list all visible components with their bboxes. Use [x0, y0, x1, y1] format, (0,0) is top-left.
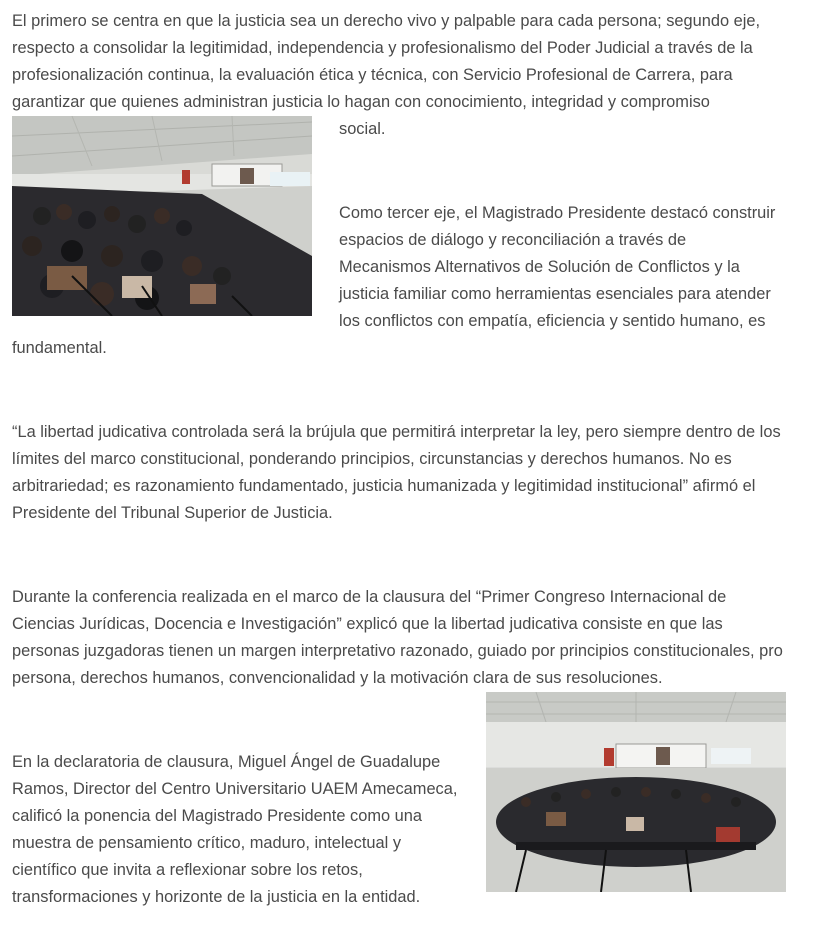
paragraph-third-axis: [12, 200, 792, 362]
paragraph-conference: Durante la conferencia realizada en el marco de la clausura del “Primer Congreso Internacional de Ciencias Jurídicas, Docencia e Investigación” explicó que la libertad judicativa consiste en que las personas juzgadoras tienen un margen interpretativo razonado, guiado por principios constitucionales, pro persona, derechos humanos, convencionalidad y la motivación clara de sus resoluciones.: [12, 588, 783, 687]
paragraph-third-axis-line-1: Como tercer eje, el Magistrado Presidente destacó construir: [339, 204, 776, 222]
paragraph-third-axis-line-3: Mecanismos Alternativos de Solución de Conflictos y la: [339, 258, 740, 276]
paragraph-third-axis-line-4: justicia familiar como herramientas esenciales para atender: [339, 285, 771, 303]
paragraph-first-axis-tail: social.: [339, 120, 386, 138]
conference-hall-photo: [486, 692, 786, 892]
paragraph-third-axis-tail: fundamental.: [12, 339, 107, 357]
paragraph-third-axis-line-5: los conflictos con empatía, eficiencia y sentido humano, es: [339, 312, 766, 330]
paragraph-closing-declaration: En la declaratoria de clausura, Miguel Ángel de Guadalupe Ramos, Director del Centro Universitario UAEM Amecameca, calificó la ponencia del Magistrado Presidente como una muestra de pensamiento crítico, maduro, intelectual y científico que invita a reflexionar sobre los retos, transformaciones y horizonte de la justicia en la entidad.: [12, 753, 458, 906]
paragraph-quote: “La libertad judicativa controlada será la brújula que permitirá interpretar la ley, pero siempre dentro de los límites del marco constitucional, ponderando principios, circunstancias y derechos humanos. No es arbitrariedad; es razonamiento fundamentado, justicia humanizada y legitimidad institucional” afirmó el Presidente del Tribunal Superior de Justicia.: [12, 423, 781, 522]
paragraph-third-axis-line-2: espacios de diálogo y reconciliación a través de: [339, 231, 687, 249]
paragraph-first-axis-text: El primero se centra en que la justicia sea un derecho vivo y palpable para cada persona; segundo eje, respecto a consolidar la legitimidad, independencia y profesionalismo del Poder Judicial a través de la profesionalización continua, la evaluación ética y técnica, con Servicio Profesional de Carrera, para garantizar que quienes administran justicia lo hagan con conocimiento, integridad y compromiso: [12, 12, 761, 111]
